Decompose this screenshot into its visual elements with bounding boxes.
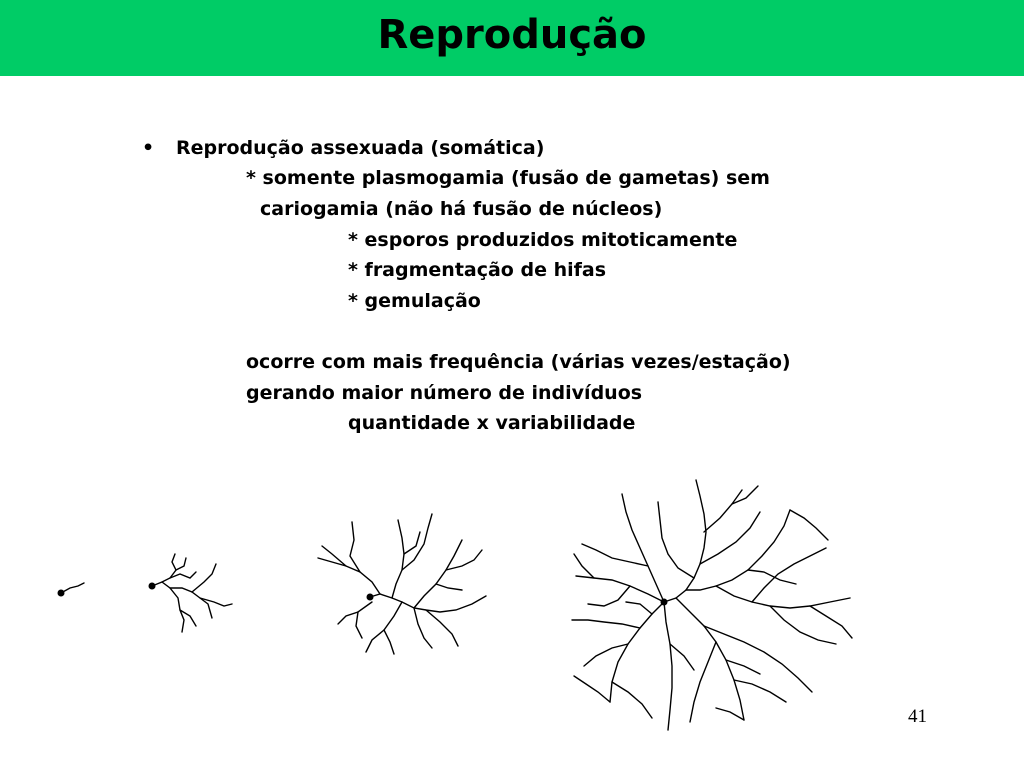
slide-title: Reprodução xyxy=(377,12,647,58)
spore-dot-4 xyxy=(661,599,668,606)
text-line-7: ocorre com mais frequência (várias vezes/estação) xyxy=(246,351,791,373)
text-line-9: quantidade x variabilidade xyxy=(348,412,636,434)
spore-dot-2 xyxy=(149,583,156,590)
stage-4-colony xyxy=(572,480,852,730)
text-line-6: * gemulação xyxy=(348,290,481,312)
stage-3-mycelium xyxy=(318,514,486,654)
text-line-3: cariogamia (não há fusão de núcleos) xyxy=(260,198,663,220)
mycelium-growth-figure xyxy=(0,470,1024,768)
stage-2-mycelium xyxy=(152,554,232,632)
spore-dot-3 xyxy=(367,594,374,601)
text-line-4: * esporos produzidos mitoticamente xyxy=(348,229,738,251)
bullet-marker: • xyxy=(142,137,155,159)
text-line-2: * somente plasmogamia (fusão de gametas) sem xyxy=(246,167,770,189)
slide-number: 41 xyxy=(908,706,927,727)
spore-dot-1 xyxy=(58,590,65,597)
stage-1-spore xyxy=(61,583,84,593)
text-line-5: * fragmentação de hifas xyxy=(348,259,607,281)
bullet-line-1: Reprodução assexuada (somática) xyxy=(176,137,545,159)
text-line-8: gerando maior número de indivíduos xyxy=(246,382,643,404)
